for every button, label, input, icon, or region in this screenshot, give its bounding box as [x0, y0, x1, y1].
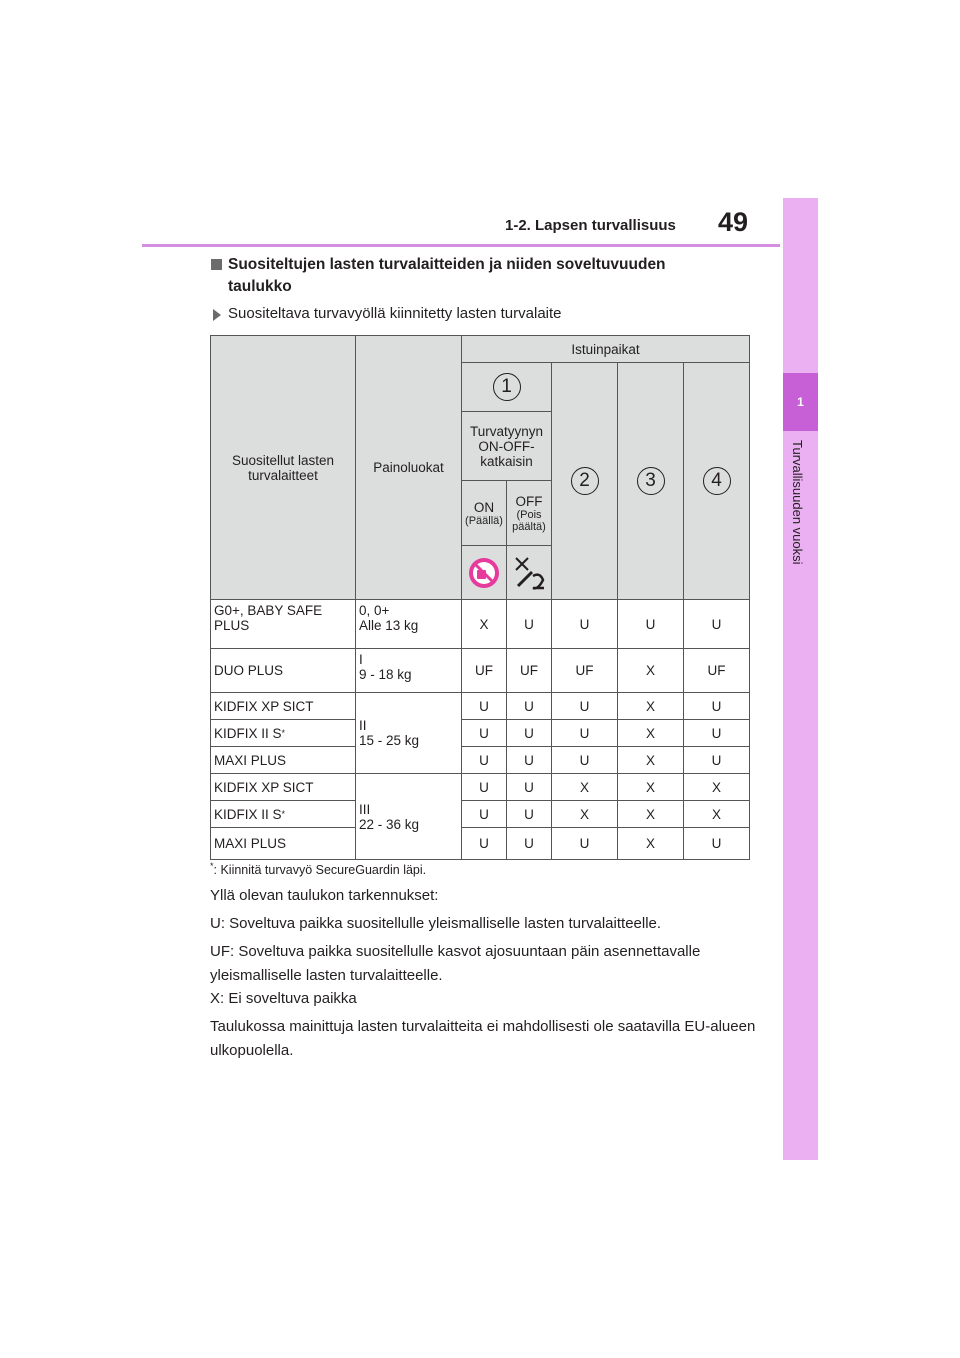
- table-cell: U: [506, 773, 552, 801]
- table-cell: U: [506, 800, 552, 828]
- table-row-weight: 0, 0+ Alle 13 kg: [355, 599, 462, 649]
- switch-label-cell: Turvatyynyn ON-OFF-katkaisin: [461, 411, 552, 481]
- header-weight: Painoluokat: [355, 335, 462, 600]
- paragraph-intro: Yllä olevan taulukon tarkennukset:: [210, 887, 439, 904]
- side-tab-number: 1: [783, 373, 818, 431]
- table-cell: X: [617, 773, 684, 801]
- table-cell: X: [617, 719, 684, 747]
- table-cell: U: [551, 719, 618, 747]
- paragraph-availability: Taulukossa mainittuja lasten turvalaitteita ei mahdollisesti ole saatavilla EU-alueen ulkopuolella.: [210, 1018, 756, 1059]
- table-cell: U: [617, 599, 684, 649]
- header-seat: Suositellut lasten turvalaitteet: [210, 335, 356, 600]
- table-cell: U: [461, 827, 507, 860]
- table-cell: UF: [506, 648, 552, 693]
- table-cell: X: [617, 648, 684, 693]
- table-cell: U: [683, 599, 750, 649]
- table-cell: U: [683, 827, 750, 860]
- table-cell: U: [461, 692, 507, 720]
- section-title: 1-2. Lapsen turvallisuus: [505, 217, 676, 234]
- position-3-icon: 3: [637, 467, 665, 495]
- table-cell: UF: [551, 648, 618, 693]
- position-1-cell: [461, 362, 552, 412]
- off-cell: OFF (Pois päältä): [506, 480, 552, 546]
- table-cell: X: [683, 800, 750, 828]
- table-row-seat: DUO PLUS: [210, 648, 356, 693]
- table-cell: U: [551, 827, 618, 860]
- side-tab-label: Turvallisuuden vuoksi: [790, 440, 805, 565]
- table-cell: X: [551, 773, 618, 801]
- page-number: 49: [718, 207, 749, 237]
- position-3-cell: [617, 362, 684, 600]
- table-cell: U: [461, 800, 507, 828]
- header-positions: Istuinpaikat: [461, 335, 750, 363]
- table-cell: X: [461, 599, 507, 649]
- bullet-text: Suositeltava turvavyöllä kiinnitetty lasten turvalaite: [228, 305, 562, 322]
- table-cell: X: [617, 746, 684, 774]
- table-cell: U: [506, 746, 552, 774]
- table-row-weight: III 22 - 36 kg: [355, 773, 462, 860]
- header-divider: [142, 244, 780, 247]
- position-2-icon: 2: [571, 467, 599, 495]
- table-row-seat: KIDFIX II S *: [210, 719, 356, 747]
- airbag-off-indicator-icon: [466, 555, 502, 591]
- table-row-seat: MAXI PLUS: [210, 827, 356, 860]
- suitability-table: [210, 335, 750, 860]
- footnote: *: Kiinnitä turvavyö SecureGuardin läpi.: [210, 861, 427, 878]
- position-2-cell: [551, 362, 618, 600]
- on-cell: ON (Päällä): [461, 480, 507, 546]
- table-cell: X: [551, 800, 618, 828]
- airbag-off-cell: [506, 545, 552, 600]
- paragraph-u: U: Soveltuva paikka suositellulle yleismalliselle lasten turvalaitteelle.: [210, 915, 662, 932]
- table-cell: U: [551, 746, 618, 774]
- table-row-seat: KIDFIX XP SICT: [210, 692, 356, 720]
- table-cell: U: [551, 692, 618, 720]
- table-cell: U: [461, 719, 507, 747]
- table-cell: X: [617, 692, 684, 720]
- position-4-cell: [683, 362, 750, 600]
- table-cell: U: [506, 599, 552, 649]
- table-cell: UF: [461, 648, 507, 693]
- table-cell: U: [461, 746, 507, 774]
- table-cell: U: [461, 773, 507, 801]
- bullet-arrow-icon: [213, 309, 221, 321]
- table-row-seat: MAXI PLUS: [210, 746, 356, 774]
- table-cell: X: [683, 773, 750, 801]
- airbag-on-indicator-icon: [510, 554, 548, 592]
- position-4-icon: 4: [703, 467, 731, 495]
- section-heading: Suositeltujen lasten turvalaitteiden ja niiden soveltuvuuden taulukko: [228, 256, 666, 295]
- paragraph-uf: UF: Soveltuva paikka suositellulle kasvot ajosuuntaan päin asennettavalle yleismalliselle lasten turvalaitteelle.: [210, 943, 701, 984]
- table-row-weight: I 9 - 18 kg: [355, 648, 462, 693]
- table-cell: UF: [683, 648, 750, 693]
- table-cell: U: [683, 719, 750, 747]
- table-cell: U: [506, 719, 552, 747]
- table-row-seat: KIDFIX XP SICT: [210, 773, 356, 801]
- table-row-seat: KIDFIX II S *: [210, 800, 356, 828]
- heading-square-icon: [211, 259, 222, 270]
- paragraph-x: X: Ei soveltuva paikka: [210, 990, 357, 1007]
- table-cell: U: [683, 692, 750, 720]
- table-cell: X: [617, 800, 684, 828]
- position-1-icon: 1: [493, 373, 521, 401]
- table-row-weight: II 15 - 25 kg: [355, 692, 462, 774]
- table-cell: X: [617, 827, 684, 860]
- table-cell: U: [506, 827, 552, 860]
- table-row-seat: G0+, BABY SAFE PLUS: [210, 599, 356, 649]
- table-cell: U: [551, 599, 618, 649]
- side-tab: [783, 198, 818, 1160]
- table-cell: U: [506, 692, 552, 720]
- airbag-on-cell: [461, 545, 507, 600]
- table-cell: U: [683, 746, 750, 774]
